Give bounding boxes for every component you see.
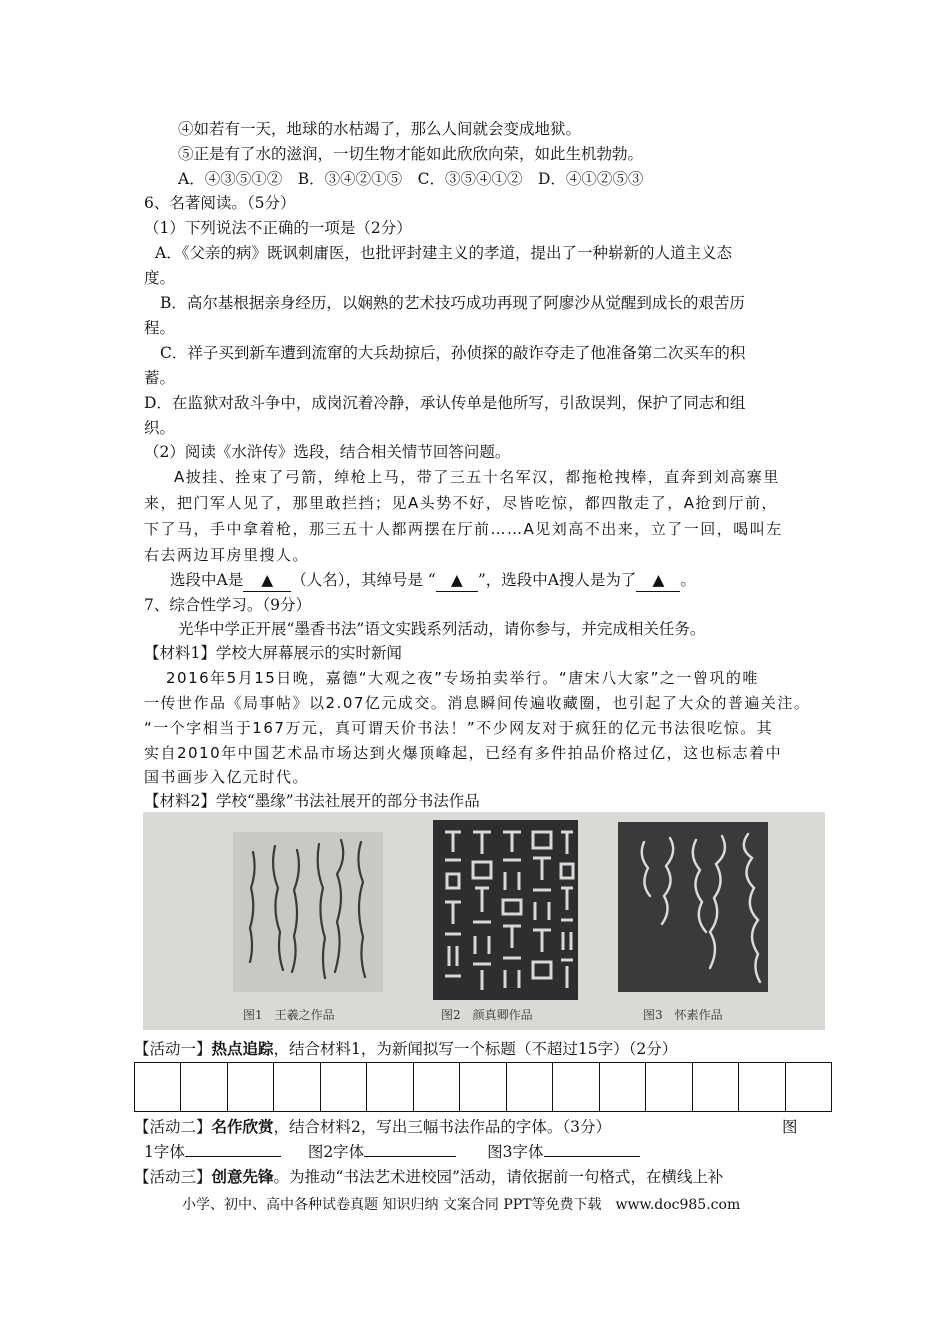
answer-blank-nickname[interactable]: ▲ [436,569,478,592]
q6-option-c-line2: 蓄。 [144,369,176,387]
calligraphy-huaisu [618,822,768,992]
q6-part1: （1）下列说法不正确的一项是（2分） [144,219,412,237]
answer-blank-name[interactable]: ▲ [243,569,291,592]
calligraphy-photo [143,812,825,1030]
activity2: 【活动二】名作欣赏，结合材料2，写出三幅书法作品的字体。（3分） [134,1117,612,1136]
calligraphy-yanzhenqing [433,820,578,1000]
q5-options: A．④③⑤①② B．③④②①⑤ C．③⑤④①② D．④①②⑤③ [178,170,644,188]
grid-cell[interactable] [414,1063,460,1111]
q6-passage-line4: 右去两边耳房里搜人。 [144,546,310,564]
grid-cell[interactable] [181,1063,227,1111]
q7-intro: 光华中学正开展“墨香书法”语文实践系列活动，请你参与，并完成相关任务。 [178,620,706,638]
grid-cell[interactable] [786,1063,831,1111]
grid-cell[interactable] [228,1063,274,1111]
font-answers: 1字体 图2字体 图3字体 [144,1141,640,1163]
q5-item4: ④如若有一天，地球的水枯竭了，那么人间就会变成地狱。 [178,120,582,138]
grid-cell[interactable] [693,1063,739,1111]
grid-cell[interactable] [646,1063,692,1111]
material1-title: 【材料1】学校大屏幕展示的实时新闻 [144,644,402,662]
cursive-strokes-3 [618,822,768,992]
q6-passage-line1: A披挂、拴束了弓箭，绰枪上马，带了三五十名军汉，都拖枪拽棒，直奔到刘高寨里 [174,468,780,486]
q6-option-a-line2: 度。 [144,269,176,287]
grid-cell[interactable] [553,1063,599,1111]
fig1-caption: 图1 王羲之作品 [243,1008,335,1022]
q7-title: 7、综合性学习。（9分） [144,596,311,614]
q6-passage-line3: 下了马，手中拿着枪，那三五十人都两摆在厅前……A见刘高不出来，立了一回，喝叫左 [144,520,783,538]
activity2-fig-label: 图 [782,1118,798,1136]
answer-blank-purpose[interactable]: ▲ [636,569,680,592]
regular-script-strokes [433,820,578,1000]
grid-cell[interactable] [367,1063,413,1111]
q5-item5: ⑤正是有了水的滋润，一切生物才能如此欣欣向荣，如此生机勃勃。 [178,145,644,163]
calligraphy-wangxizhi [233,832,383,992]
title-answer-grid[interactable] [134,1062,832,1112]
news-line4: 实自2010年中国艺术品市场达到火爆顶峰起，已经有多件拍品价格过亿，这也标志着中 [144,744,783,762]
q6-option-c-line1: C．祥子买到新车遭到流窜的大兵劫掠后，孙侦探的敲诈夺走了他准备第二次买车的积 [160,344,746,362]
q6-part2: （2）阅读《水浒传》选段，结合相关情节回答问题。 [144,443,511,461]
q6-answer-line: 选段中A是 ▲ （人名），其绰号是 “ ▲ ”，选段中A搜人是为了 ▲ 。 [170,569,696,592]
news-line3: “一个字相当于167万元，真可谓天价书法！”不少网友对于疯狂的亿元书法很吃惊。其 [144,719,774,737]
fig2-caption: 图2 颜真卿作品 [441,1008,533,1022]
grid-cell[interactable] [460,1063,506,1111]
fig3-caption: 图3 怀素作品 [643,1008,723,1022]
q6-option-b-line1: B．高尔基根据亲身经历，以娴熟的艺术技巧成功再现了阿廖沙从觉醒到成长的艰苦历 [160,294,745,312]
fig3-font-blank[interactable] [544,1156,640,1157]
material2-title: 【材料2】学校“墨缘”书法社展开的部分书法作品 [144,792,480,810]
page-footer: 小学、初中、高中各种试卷真题 知识归纳 文案合同 PPT等免费下载 www.doc985.com [182,1197,741,1213]
cursive-strokes-1 [233,832,383,992]
q6-passage-line2: 来，把门军人见了，那里敢拦挡；见A头势不好，尽皆吃惊，都四散走了，A抢到厅前， [144,494,779,512]
grid-cell[interactable] [600,1063,646,1111]
grid-cell[interactable] [739,1063,785,1111]
news-line2: 一传世作品《局事帖》以2.07亿元成交。消息瞬间传遍收藏圈，也引起了大众的普遍关注。 [144,694,811,712]
grid-cell[interactable] [321,1063,367,1111]
q6-option-a-line1: A．《父亲的病》既讽刺庸医，也批评封建主义的孝道，提出了一种崭新的人道主义态 [155,244,732,262]
activity3: 【活动三】创意先锋。为推动“书法艺术进校园”活动，请依据前一句格式，在横线上补 [134,1167,724,1186]
fig2-font-blank[interactable] [364,1156,456,1157]
news-line5: 国书画步入亿元时代。 [144,768,310,786]
q6-option-d-line1: D．在监狱对敌斗争中，成岗沉着冷静，承认传单是他所写，引敌误判，保护了同志和组 [144,394,746,412]
fig1-font-blank[interactable] [185,1156,281,1157]
q6-option-b-line2: 程。 [144,319,176,337]
grid-cell[interactable] [135,1063,181,1111]
news-line1: 2016年5月15日晚，嘉德“大观之夜”专场拍卖举行。“唐宋八大家”之一曾巩的唯 [166,669,759,687]
activity1: 【活动一】热点追踪，结合材料1，为新闻拟写一个标题（不超过15字）（2分） [134,1039,678,1058]
grid-cell[interactable] [507,1063,553,1111]
q6-option-d-line2: 织。 [144,419,176,437]
q6-title: 6、名著阅读。（5分） [144,194,296,212]
grid-cell[interactable] [274,1063,320,1111]
